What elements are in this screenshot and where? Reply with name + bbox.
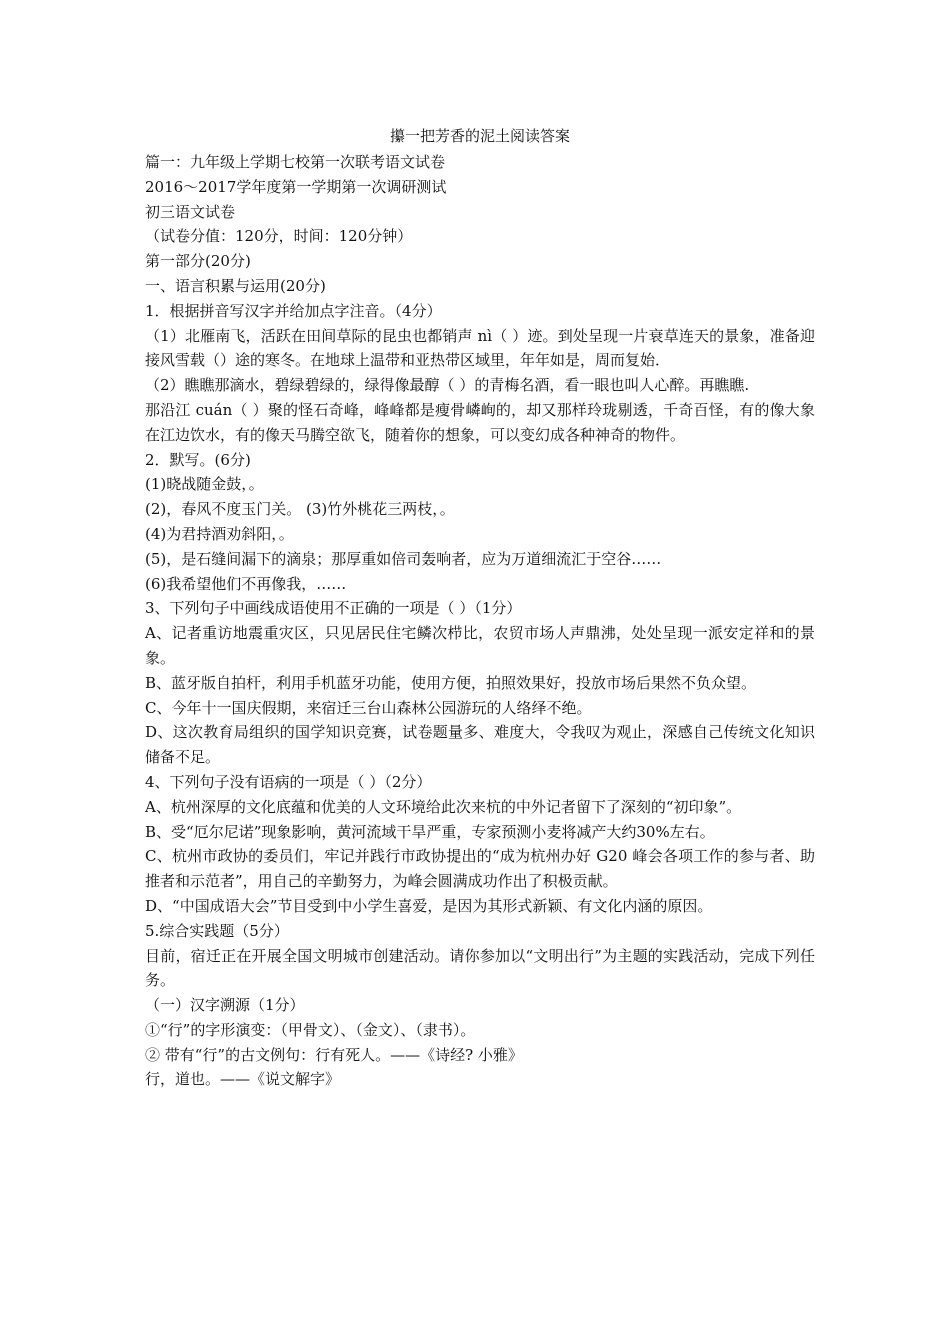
text-line: 2016～2017学年度第一学期第一次调研测试 <box>145 177 447 196</box>
text-line: 3、下列句子中画线成语使用不正确的一项是（ ）（1分） <box>145 599 522 618</box>
text-line: B、受“厄尔尼诺”现象影响，黄河流域干旱严重，专家预测小麦将减产大约30%左右。 <box>145 822 715 841</box>
text-line: ② 带有“行”的古文例句：行有死人。——《诗经? 小雅》 <box>145 1045 523 1064</box>
text-line: 一、语言积累与运用(20分) <box>145 276 326 295</box>
text-line: (6)我希望他们不再像我，…… <box>145 574 347 593</box>
text-line: 2．默写。(6分) <box>145 450 251 469</box>
document-body <box>145 150 815 1092</box>
text-line: 第一部分(20分) <box>145 252 251 271</box>
text-line: C、杭州市政协的委员们，牢记并践行市政协提出的“成为杭州办好 G20 峰会各项工作的参与者、助推者和示范者”，用自己的辛勤努力，为峰会圆满成功作出了积极贡献。 <box>145 847 815 891</box>
text-line: （2）瞧瞧那滴水，碧绿碧绿的，绿得像最醇（ ）的青梅名酒，看一眼也叫人心醉。再瞧瞧. <box>145 376 750 395</box>
document-title: 攥一把芳香的泥土阅读答案 <box>389 127 570 145</box>
text-line: (2)，春风不度玉门关。 (3)竹外桃花三两枝，。 <box>145 500 455 519</box>
text-line: B、蓝牙版自拍杆，利用手机蓝牙功能，使用方便，拍照效果好，投放市场后果然不负众望。 <box>145 673 757 692</box>
text-line: (5)，是石缝间漏下的滴泉；那厚重如倍司轰响者，应为万道细流汇于空谷…… <box>145 549 662 568</box>
text-line: D、“中国成语大会”节目受到中小学生喜爱，是因为其形式新颖、有文化内涵的原因。 <box>145 896 713 915</box>
text-line: A、杭州深厚的文化底蕴和优美的人文环境给此次来杭的中外记者留下了深刻的“初印象”。 <box>145 797 742 816</box>
document-page <box>145 124 815 1092</box>
text-line: 那沿江 cuán（ ）聚的怪石奇峰，峰峰都是瘦骨嶙峋的，却又那样玲珑剔透，千奇百怪，有的像大象在江边饮水，有的像天马腾空欲飞，随着你的想象，可以变幻成各种神奇的物件。 <box>145 400 815 444</box>
text-line: (4)为君持酒劝斜阳，。 <box>145 524 294 543</box>
text-line: （试卷分值：120分，时间：120分钟） <box>145 227 413 246</box>
text-line: 初三语文试卷 <box>145 202 236 221</box>
text-line: 行，道也。——《说文解字》 <box>145 1070 341 1089</box>
text-line: 4、下列句子没有语病的一项是（ ）（2分） <box>145 772 432 791</box>
text-line: 篇一：九年级上学期七校第一次联考语文试卷 <box>145 153 446 171</box>
text-line: C、今年十一国庆假期，来宿迁三台山森林公园游玩的人络绎不绝。 <box>145 698 592 717</box>
text-line: A、记者重访地震重灾区，只见居民住宅鳞次栉比，农贸市场人声鼎沸，处处呈现一派安定祥和的景象。 <box>145 624 815 667</box>
text-line: （1）北雁南飞，活跃在田间草际的昆虫也都销声 nì（ ）迹。到处呈现一片衰草连天的景象，准备迎接风雪载（）途的寒冬。在地球上温带和亚热带区域里，年年如是，周而复始． <box>145 326 815 370</box>
text-line: （一）汉字溯源（1分） <box>145 996 305 1015</box>
text-line: 5.综合实践题（5分） <box>145 921 289 940</box>
text-line: 目前，宿迁正在开展全国文明城市创建活动。请你参加以“文明出行”为主题的实践活动，完成下列任务。 <box>145 946 815 990</box>
text-line: D、这次教育局组织的国学知识竞赛，试卷题量多、难度大，令我叹为观止，深感自己传统文化知识储备不足。 <box>145 723 815 767</box>
text-line: ①“行”的字形演变：（甲骨文）、（金文）、（隶书）。 <box>145 1020 476 1039</box>
text-line: (1)晓战随金鼓，。 <box>145 475 264 494</box>
text-line: 1．根据拼音写汉字并给加点字注音。（4分） <box>145 301 442 320</box>
